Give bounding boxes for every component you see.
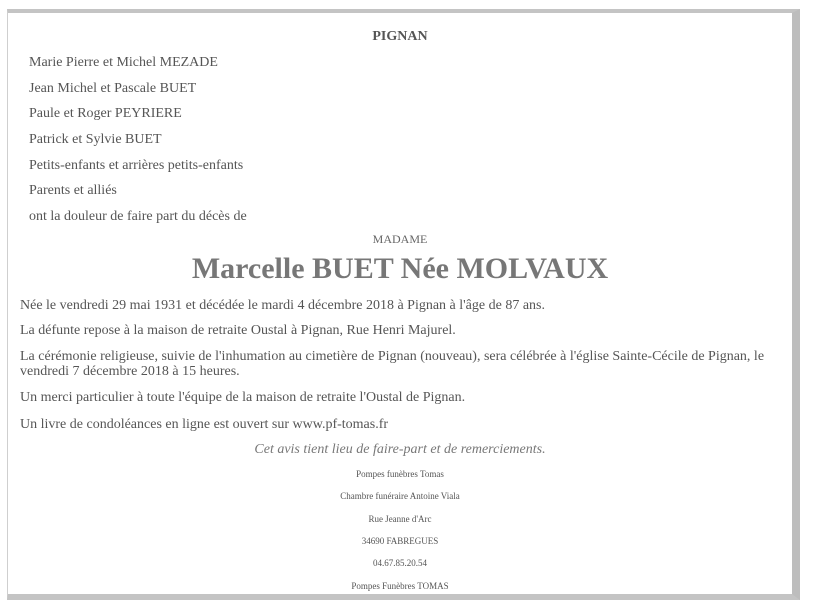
honorific: MADAME bbox=[372, 232, 428, 246]
closing-note: Cet avis tient lieu de faire-part et de remerciements. bbox=[254, 442, 546, 457]
family-line: Paule et Roger PEYRIERE bbox=[29, 106, 182, 122]
family-line: Patrick et Sylvie BUET bbox=[29, 132, 162, 148]
ceremony-paragraph: La cérémonie religieuse, suivie de l'inhumation au cimetière de Pignan (nouveau), sera célébrée à l'église Sainte-Cécile de Pignan, le vendredi 7 décembre 2018 à 15 heures. bbox=[20, 349, 765, 379]
resting-place-paragraph: La défunte repose à la maison de retraite Oustal à Pignan, Rue Henri Majurel. bbox=[20, 323, 456, 338]
family-line: Petits-enfants et arrières petits-enfants bbox=[29, 157, 244, 173]
family-line: Jean Michel et Pascale BUET bbox=[29, 80, 197, 96]
footer-line: Pompes Funèbres TOMAS bbox=[351, 581, 449, 591]
family-line: Parents et alliés bbox=[29, 183, 117, 199]
family-list bbox=[29, 54, 247, 234]
place-heading: PIGNAN bbox=[372, 29, 428, 44]
birth-death-paragraph: Née le vendredi 29 mai 1931 et décédée le mardi 4 décembre 2018 à Pignan à l'âge de 87 ans. bbox=[20, 298, 545, 313]
family-line: Marie Pierre et Michel MEZADE bbox=[29, 55, 218, 70]
footer-line: Rue Jeanne d'Arc bbox=[368, 514, 432, 524]
announcement-line: ont la douleur de faire part du décès de bbox=[29, 209, 247, 225]
obituary-notice bbox=[7, 9, 800, 600]
condolences-paragraph: Un livre de condoléances en ligne est ouvert sur www.pf-tomas.fr bbox=[20, 417, 389, 432]
footer-line: 04.67.85.20.54 bbox=[373, 558, 427, 568]
footer-line: Chambre funéraire Antoine Viala bbox=[340, 491, 460, 501]
thanks-paragraph: Un merci particulier à toute l'équipe de la maison de retraite l'Oustal de Pignan. bbox=[20, 390, 466, 405]
footer-line: Pompes funèbres Tomas bbox=[356, 469, 444, 479]
footer-line: 34690 FABREGUES bbox=[361, 536, 439, 546]
deceased-name: Marcelle BUET Née MOLVAUX bbox=[191, 252, 609, 285]
